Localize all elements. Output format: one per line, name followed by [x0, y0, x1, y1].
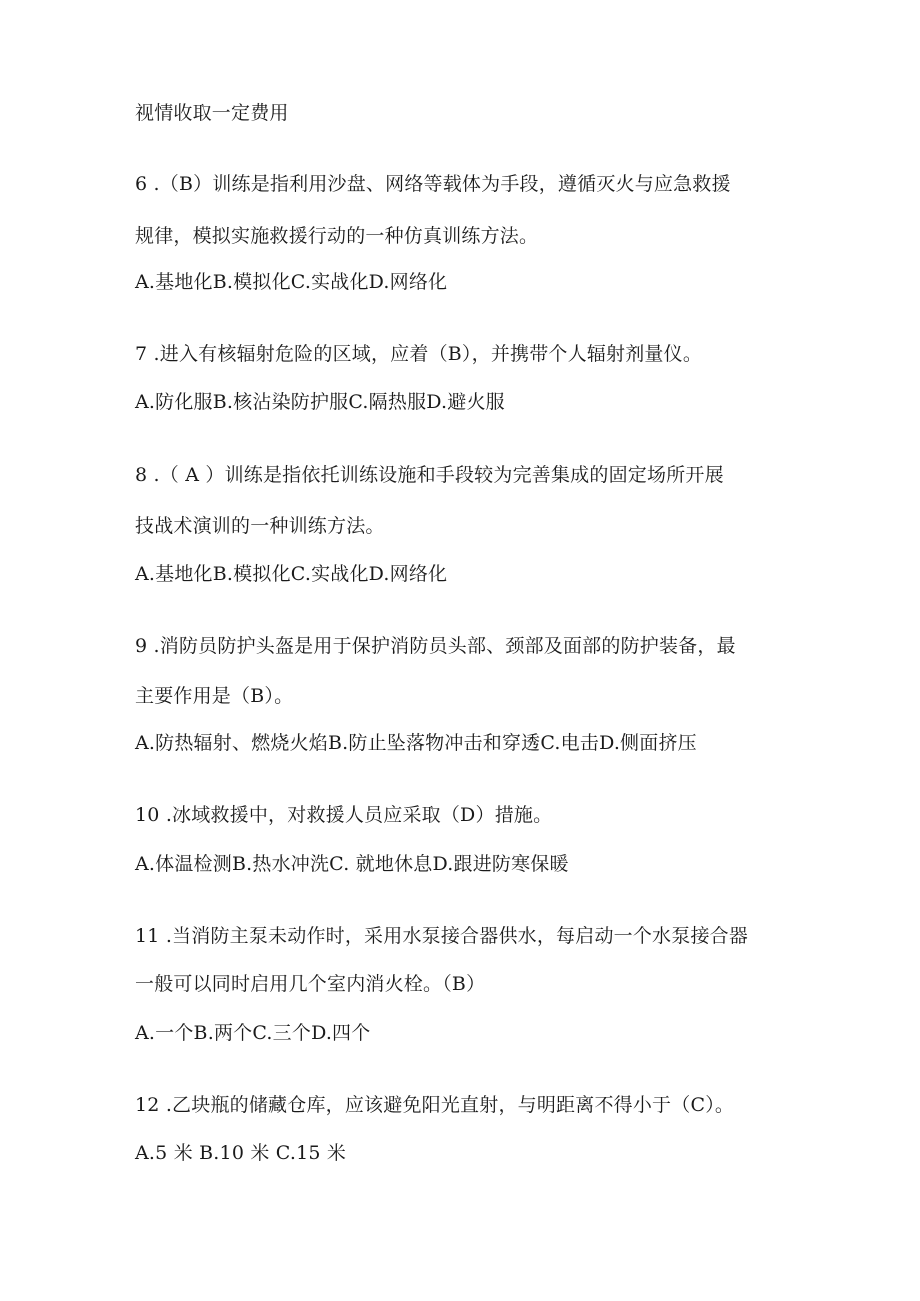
question-8-line-2: 技战术演训的一种训练方法。 — [135, 515, 385, 537]
question-10-options: A.体温检测B.热水冲洗C. 就地休息D.跟进防寒保暖 — [135, 853, 569, 875]
question-7-options: A.防化服B.核沾染防护服C.隔热服D.避火服 — [135, 391, 505, 413]
question-6-line-1: 6 .（B）训练是指利用沙盘、网络等载体为手段，遵循灭火与应急救援 — [135, 173, 731, 195]
question-11-options: A.一个B.两个C.三个D.四个 — [135, 1022, 371, 1044]
question-12-line-1: 12 .乙块瓶的储藏仓库，应该避免阳光直射，与明距离不得小于（C）。 — [135, 1094, 735, 1116]
question-9-line-1: 9 .消防员防护头盔是用于保护消防员头部、颈部及面部的防护装备，最 — [135, 635, 736, 657]
question-8-options: A.基地化B.模拟化C.实战化D.网络化 — [135, 563, 448, 585]
question-6-line-2: 规律，模拟实施救援行动的一种仿真训练方法。 — [135, 225, 539, 247]
question-6-options: A.基地化B.模拟化C.实战化D.网络化 — [135, 271, 448, 293]
question-9-line-2: 主要作用是（B）。 — [135, 685, 294, 707]
question-9-options: A.防热辐射、燃烧火焰B.防止坠落物冲击和穿透C.电击D.侧面挤压 — [135, 732, 697, 754]
question-10-line-1: 10 .冰域救援中，对救援人员应采取（D）措施。 — [135, 804, 553, 826]
question-12-options: A.5 米 B.10 米 C.15 米 — [135, 1142, 347, 1164]
question-11-line-1: 11 .当消防主泵未动作时，采用水泵接合器供水，每启动一个水泵接合器 — [135, 925, 749, 947]
question-7-line-1: 7 .进入有核辐射危险的区域，应着（B），并携带个人辐射剂量仪。 — [135, 343, 703, 365]
intro-tail-text: 视情收取一定费用 — [135, 102, 289, 124]
question-11-line-2: 一般可以同时启用几个室内消火栓。（B） — [135, 973, 486, 995]
question-8-line-1: 8 .（ A ）训练是指依托训练设施和手段较为完善集成的固定场所开展 — [135, 464, 724, 486]
